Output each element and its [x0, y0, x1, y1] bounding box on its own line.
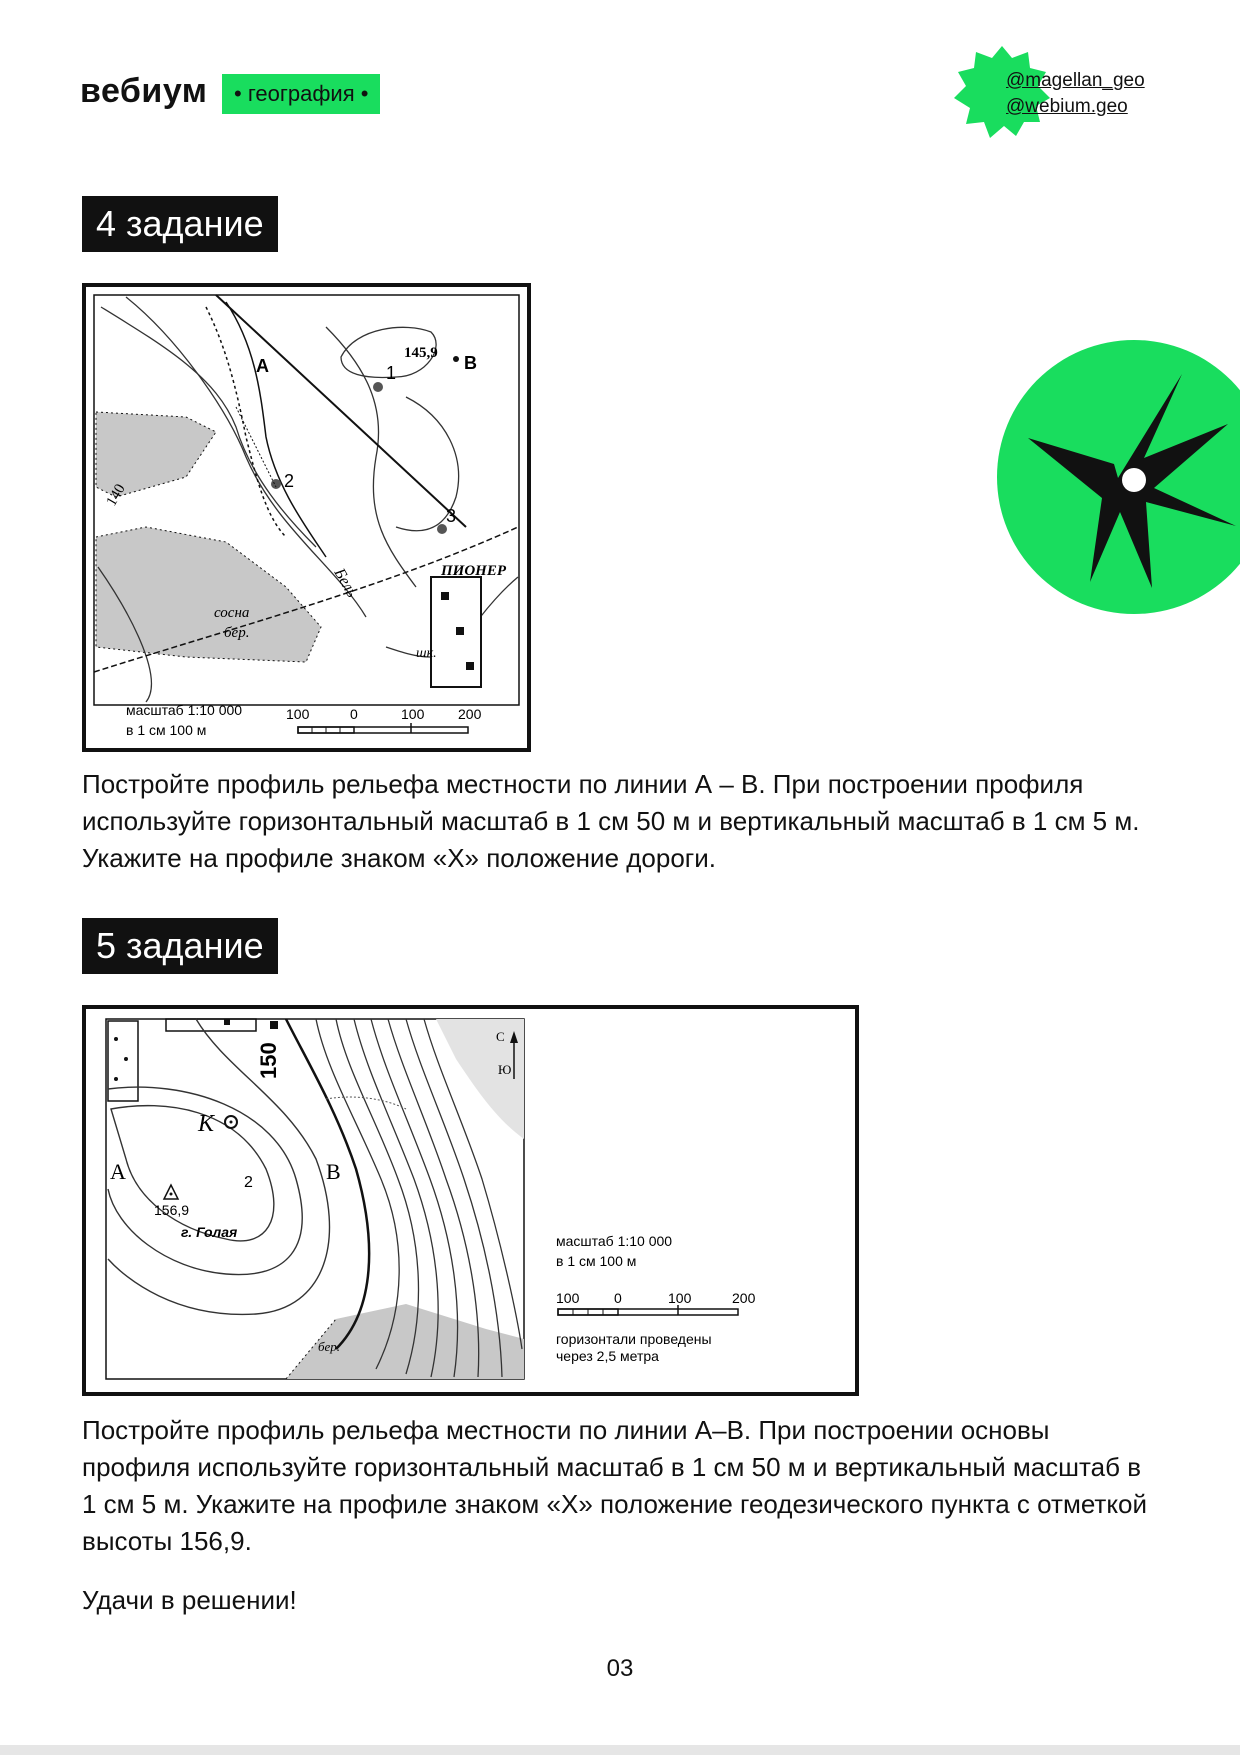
- task4-height-mark: 145,9: [404, 345, 438, 361]
- task5-point-k: K: [198, 1111, 215, 1137]
- task5-forest-label: бер.: [318, 1339, 341, 1354]
- closing-text: Удачи в решении!: [82, 1585, 297, 1615]
- task5-point-b: B: [326, 1159, 341, 1184]
- footer-divider: [0, 1745, 1240, 1755]
- task5-point-a: A: [110, 1159, 126, 1184]
- task5-south-label: Ю: [498, 1062, 512, 1077]
- task4-village-label: ПИОНЕР: [441, 563, 507, 579]
- task5-scale-tick-200: 200: [732, 1290, 756, 1306]
- task4-title: 4 задание: [82, 196, 278, 252]
- task5-contour-label: 150: [256, 1042, 281, 1079]
- task4-school-label: шк.: [416, 646, 437, 661]
- task5-scale-tick-0: 0: [614, 1290, 622, 1306]
- compass-star-icon: [996, 340, 1240, 614]
- task4-scale-bar: [286, 706, 482, 733]
- task4-point-3: 3: [446, 506, 457, 526]
- handle-magellan[interactable]: @magellan_geo: [1006, 70, 1145, 91]
- task5-contour-note-2: через 2,5 метра: [556, 1348, 659, 1364]
- task5-scale-tick-100a: 100: [556, 1290, 580, 1306]
- task5-scale-bar: [556, 1290, 756, 1315]
- task4-scale-tick-200: 200: [458, 706, 482, 722]
- task5-geodetic-point-icon: [164, 1185, 178, 1199]
- task4-point-2: 2: [284, 471, 295, 491]
- task5-contour-note-1: горизонтали проведены: [556, 1331, 712, 1347]
- task5-hill-label: г. Голая: [181, 1224, 238, 1240]
- task5-north-label: С: [496, 1029, 505, 1044]
- handle-webium[interactable]: @webium.geo: [1006, 96, 1128, 117]
- task5-title: 5 задание: [82, 918, 278, 974]
- page-number: 03: [606, 1655, 634, 1682]
- task5-map: [82, 1005, 859, 1396]
- task4-river-label: Бель: [330, 565, 361, 601]
- task5-two-label: 2: [244, 1174, 253, 1191]
- task4-scale-tick-0: 0: [350, 706, 358, 722]
- task4-scale-tick-100b: 100: [401, 706, 425, 722]
- task4-description: Постройте профиль рельефа местности по линии А – В. При построении профиля используйте горизонтальный масштаб в 1 см 50 м и вертикальный масштаб в 1 см 5 м. Укажите на профиле знаком «Х» положение дороги.: [82, 769, 1140, 873]
- task4-scale-text-2: в 1 см 100 м: [126, 722, 207, 738]
- task4-map: [82, 283, 531, 752]
- task4-point-b: B: [464, 353, 477, 373]
- task4-forest-label-2: бер.: [224, 625, 250, 641]
- task5-height-label: 156,9: [154, 1202, 190, 1218]
- task4-point-a: A: [256, 356, 269, 376]
- social-handles: [1006, 68, 1145, 120]
- task4-contour-label: 140: [103, 481, 129, 509]
- task5-scale-text-1: масштаб 1:10 000: [556, 1233, 673, 1249]
- subject-badge: • география •: [222, 74, 380, 114]
- task4-scale-tick-100a: 100: [286, 706, 310, 722]
- task4-forest-label-1: сосна: [214, 605, 250, 621]
- task4-scale-text-1: масштаб 1:10 000: [126, 702, 243, 718]
- brand-logo: вебиум: [80, 72, 208, 110]
- task5-description: Постройте профиль рельефа местности по линии А–В. При построении основы профиля используйте горизонтальный масштаб в 1 см 50 м и вертикальный масштаб в 1 см 5 м. Укажите на профиле знаком «Х» положение геодезического пункта с отметкой высоты 156,9.: [82, 1415, 1147, 1556]
- task4-point-1: 1: [386, 363, 397, 383]
- task5-scale-text-2: в 1 см 100 м: [556, 1253, 637, 1269]
- task5-scale-tick-100b: 100: [668, 1290, 692, 1306]
